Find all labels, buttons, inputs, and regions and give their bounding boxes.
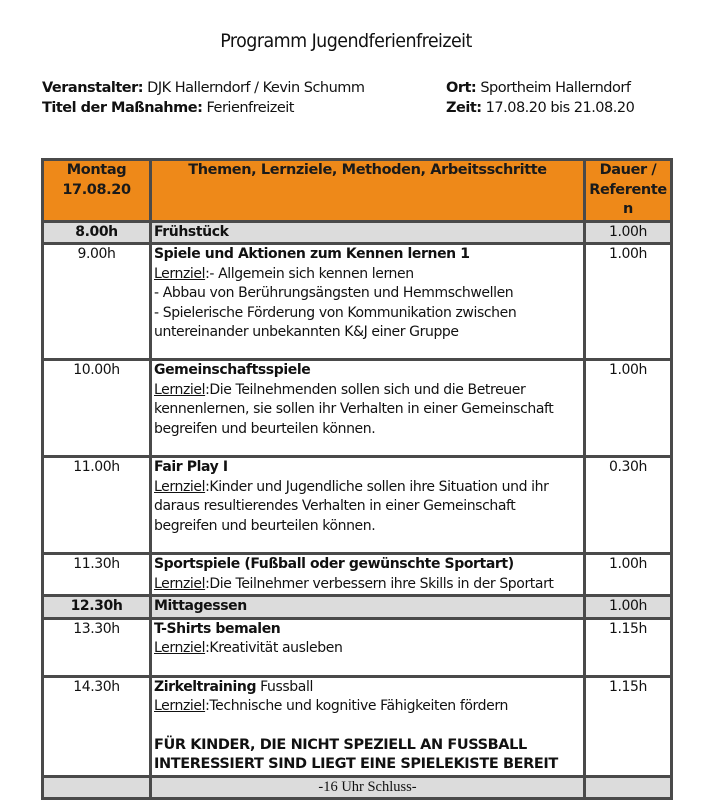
row-topic	[151, 554, 585, 596]
learning-goal-text: :Kinder und Jugendliche sollen ihre Situation und ihr daraus resultierendes Verhalten in einer Gemeinschaft begreifen und beurteilen können.	[154, 478, 549, 534]
learning-goal-label: Lernziel	[154, 575, 206, 592]
topic-title: Sportspiele (Fußball oder gewünschte Sportart)	[154, 556, 514, 572]
organizer-label: Veranstalter:	[42, 80, 144, 96]
row-topic	[151, 457, 585, 554]
row-duration: 0.30h	[585, 457, 672, 554]
meta-right	[446, 78, 634, 118]
table-row	[43, 554, 672, 596]
footer-empty-right	[585, 776, 672, 799]
learning-goal-label: Lernziel	[154, 265, 206, 282]
header-duration	[585, 160, 672, 222]
table-header-row	[43, 160, 672, 222]
measure-title-line	[42, 98, 365, 118]
learning-goal-label: Lernziel	[154, 698, 206, 714]
table-row	[43, 596, 672, 619]
header-duration-l1: Dauer /	[599, 162, 657, 178]
document-title: Programm Jugendferienfreizeit	[220, 30, 472, 52]
location-value: Sportheim Hallerndorf	[476, 80, 631, 96]
header-day	[43, 160, 151, 222]
row-time: 14.30h	[43, 676, 151, 776]
topic-title: Mittagessen	[154, 598, 247, 614]
row-time: 9.00h	[43, 244, 151, 360]
row-duration: 1.00h	[585, 244, 672, 360]
learning-goal	[154, 575, 581, 595]
table-footer-row	[43, 776, 672, 799]
notice-text: FÜR KINDER, DIE NICHT SPEZIELL AN FUSSBALL INTERESSIERT SIND LIEGT EINE SPIELEKISTE BEREIT	[154, 736, 558, 772]
learning-goal-text: :Die Teilnehmenden sollen sich und die Betreuer kennenlernen, sie sollen ihr Verhalten in einer Gemeinschaft begreifen und beurteilen können.	[154, 381, 554, 437]
measure-title-value: Ferienfreizeit	[202, 100, 294, 116]
header-topics: Themen, Lernziele, Methoden, Arbeitsschritte	[151, 160, 585, 222]
row-duration: 1.00h	[585, 360, 672, 457]
row-topic	[151, 596, 585, 619]
schedule-table	[41, 158, 673, 800]
location-line	[446, 78, 634, 98]
learning-goal	[154, 478, 581, 537]
time-value: 17.08.20 bis 21.08.20	[481, 100, 635, 116]
row-topic	[151, 360, 585, 457]
row-topic	[151, 221, 585, 244]
learning-goal-label: Lernziel	[154, 381, 206, 398]
table-row	[43, 618, 672, 676]
row-duration: 1.00h	[585, 221, 672, 244]
table-row	[43, 221, 672, 244]
row-time: 8.00h	[43, 221, 151, 244]
time-label: Zeit:	[446, 100, 482, 116]
row-time: 13.30h	[43, 618, 151, 676]
row-duration: 1.00h	[585, 554, 672, 596]
learning-goal-label: Lernziel	[154, 640, 206, 656]
table-row	[43, 457, 672, 554]
row-time: 12.30h	[43, 596, 151, 619]
row-topic	[151, 244, 585, 360]
row-time: 11.00h	[43, 457, 151, 554]
goal-line: - Spielerische Förderung von Kommunikation zwischen untereinander unbekannten K&J einer Gruppe	[154, 304, 517, 340]
learning-goal-text: :Die Teilnehmer verbessern ihre Skills in der Sportart	[205, 575, 554, 592]
row-duration: 1.15h	[585, 618, 672, 676]
meta-left	[42, 78, 365, 118]
learning-goal-text: :Technische und kognitive Fähigkeiten fördern	[205, 698, 508, 714]
table-row	[43, 676, 672, 776]
header-duration-l3: n	[623, 201, 633, 217]
topic-title: Zirkeltraining	[154, 678, 257, 695]
footer-empty-left	[43, 776, 151, 799]
table-row	[43, 360, 672, 457]
row-time: 11.30h	[43, 554, 151, 596]
learning-goal	[154, 639, 581, 659]
location-label: Ort:	[446, 80, 477, 96]
table-row	[43, 244, 672, 360]
row-duration: 1.00h	[585, 596, 672, 619]
organizer-line	[42, 78, 365, 98]
goal-line: - Abbau von Berührungsängsten und Hemmschwellen	[154, 285, 514, 301]
row-topic	[151, 676, 585, 776]
learning-goal-text: :- Allgemein sich kennen lernen	[205, 265, 414, 282]
row-topic	[151, 618, 585, 676]
topic-title: Fair Play I	[154, 459, 228, 475]
header-duration-l2: Referente	[589, 181, 667, 198]
topic-title: Frühstück	[154, 223, 229, 240]
row-time: 10.00h	[43, 360, 151, 457]
topic-suffix: Fussball	[256, 678, 313, 695]
row-duration: 1.15h	[585, 676, 672, 776]
footer-closing: -16 Uhr Schluss-	[151, 776, 585, 799]
topic-title: Gemeinschaftsspiele	[154, 362, 311, 378]
organizer-value: DJK Hallerndorf / Kevin Schumm	[143, 80, 365, 96]
topic-title: T-Shirts bemalen	[154, 620, 281, 637]
topic-title: Spiele und Aktionen zum Kennen lernen 1	[154, 246, 470, 262]
learning-goal-label: Lernziel	[154, 478, 206, 495]
header-day-date: 17.08.20	[62, 181, 131, 198]
learning-goal	[154, 697, 581, 717]
measure-title-label: Titel der Maßnahme:	[42, 100, 203, 116]
learning-goal	[154, 381, 581, 440]
learning-goal	[154, 265, 581, 285]
time-line	[446, 98, 634, 118]
learning-goal-text: :Kreativität ausleben	[205, 640, 343, 656]
header-day-name: Montag	[66, 162, 127, 178]
topic-title-line	[154, 678, 581, 698]
